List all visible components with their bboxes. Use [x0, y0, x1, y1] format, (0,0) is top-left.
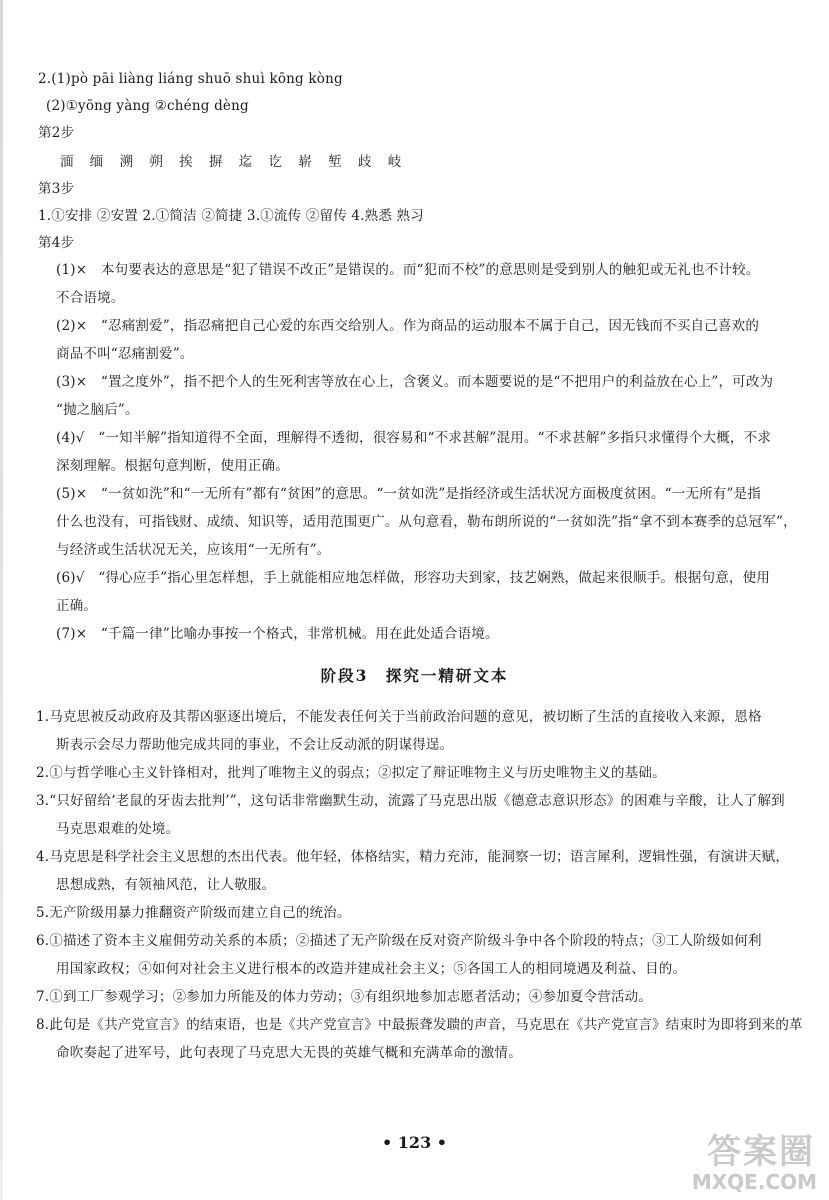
- step4-line: 正确。: [56, 598, 98, 614]
- watermark: [671, 1122, 821, 1194]
- step4-line: 深刻理解。根据句意判断，使用正确。: [56, 458, 289, 474]
- scan-edge: [0, 0, 3, 1200]
- step2-characters: 湎 缅 溯 朔 挨 摒 迄 讫 崭 堑 歧 岐: [60, 154, 408, 170]
- watermark-url: MXQE.COM: [691, 1170, 817, 1194]
- step3-heading: 第3步: [38, 181, 75, 197]
- step2-heading: 第2步: [38, 125, 75, 141]
- q2-pinyin-line-2: (2)①yōng yàng ②chéng dèng: [46, 98, 249, 114]
- stage3-line: 5.无产阶级用暴力推翻资产阶级而建立自己的统治。: [36, 905, 351, 921]
- step4-line: “抛之脑后”。: [56, 402, 139, 418]
- stage3-line: 3.“只好留给‘老鼠的牙齿去批判’”，这句话非常幽默生动，流露了马克思出版《德意志意识形态》的困难与辛酸，让人了解到: [36, 793, 785, 809]
- step4-line: 商品不叫“忍痛割爱”。: [56, 346, 194, 362]
- stage3-line: 6.①描述了资本主义雇佣劳动关系的本质；②描述了无产阶级在反对资产阶级斗争中各个阶段的特点；③工人阶级如何利: [36, 933, 762, 949]
- stage3-line: 命吹奏起了进军号，此句表现了马克思大无畏的英雄气概和充满革命的激情。: [56, 1045, 522, 1061]
- step4-line: (1)× 本句要表达的意思是“犯了错误不改正”是错误的。而“犯而不校”的意思则是受到别人的触犯或无礼也不计较。: [56, 262, 760, 278]
- step4-line: 不合语境。: [56, 290, 125, 306]
- q2-pinyin-line-1: 2.(1)pò pāi liàng liáng shuō shuì kōng kòng: [38, 71, 343, 87]
- stage3-line: 斯表示会尽力帮助他完成共同的事业，不会让反动派的阴谋得逞。: [56, 737, 454, 753]
- step4-line: (7)× “千篇一律”比喻办事按一个格式，非常机械。用在此处适合语境。: [56, 626, 499, 642]
- step4-line: 什么也没有，可指钱财、成绩、知识等，适用范围更广。从句意看，勒布朗所说的“一贫如洗”指“拿不到本赛季的总冠军”，: [56, 514, 797, 530]
- step4-line: (3)× “置之度外”，指不把个人的生死利害等放在心上，含褒义。而本题要说的是“不把用户的利益放在心上”，可改为: [56, 374, 774, 390]
- step4-line: (5)× “一贫如洗”和“一无所有”都有“贫困”的意思。“一贫如洗”是指经济或生活状况方面极度贫困。“一无所有”是指: [56, 486, 762, 502]
- step4-line: (4)√ “一知半解”指知道得不全面，理解得不透彻，很容易和“不求甚解”混用。“不求甚解”多指只求懂得个大概，不求: [56, 430, 772, 446]
- stage-3-title: 阶段3 探究一精研文本: [320, 666, 509, 685]
- page-number: • 123 •: [382, 1133, 447, 1152]
- stage3-line: 4.马克思是科学社会主义思想的杰出代表。他年轻，体格结实，精力充沛，能洞察一切；语言犀利，逻辑性强，有演讲天赋，: [36, 849, 790, 865]
- stage3-line: 马克思艰难的处境。: [56, 821, 180, 837]
- step4-line: 与经济或生活状况无关，应该用“一无所有”。: [56, 542, 331, 558]
- stage3-line: 8.此句是《共产党宣言》的结束语，也是《共产党宣言》中最振聋发聩的声音，马克思在《共产党宣言》结束时为即将到来的革: [36, 1017, 803, 1033]
- step3-answers: 1.①安排 ②安置 2.①简洁 ②简捷 3.①流传 ②留传 4.熟悉 熟习: [38, 208, 424, 224]
- stage3-line: 7.①到工厂参观学习；②参加力所能及的体力劳动；③有组织地参加志愿者活动；④参加夏令营活动。: [36, 989, 653, 1005]
- stage3-line: 思想成熟，有领袖风范，让人敬服。: [56, 877, 276, 893]
- step4-heading: 第4步: [38, 235, 75, 251]
- stage3-line: 1.马克思被反动政府及其帮凶驱逐出境后，不能发表任何关于当前政治问题的意见，被切断了生活的直接收入来源，恩格: [36, 709, 762, 725]
- stage3-line: 2.①与哲学唯心主义针锋相对，批判了唯物主义的弱点；②拟定了辩证唯物主义与历史唯物主义的基础。: [36, 765, 666, 781]
- step4-line: (6)√ “得心应手”指心里怎样想，手上就能相应地怎样做，形容功夫到家，技艺娴熟，做起来很顺手。根据句意，使用: [56, 570, 771, 586]
- watermark-logo: 答案圈: [707, 1132, 815, 1172]
- stage3-line: 用国家政权；④如何对社会主义进行根本的改造并建成社会主义；⑤各国工人的相同境遇及利益、目的。: [56, 961, 687, 977]
- step4-line: (2)× “忍痛割爱”，指忍痛把自己心爱的东西交给别人。作为商品的运动服本不属于自己，因无钱而不买自己喜欢的: [56, 318, 760, 334]
